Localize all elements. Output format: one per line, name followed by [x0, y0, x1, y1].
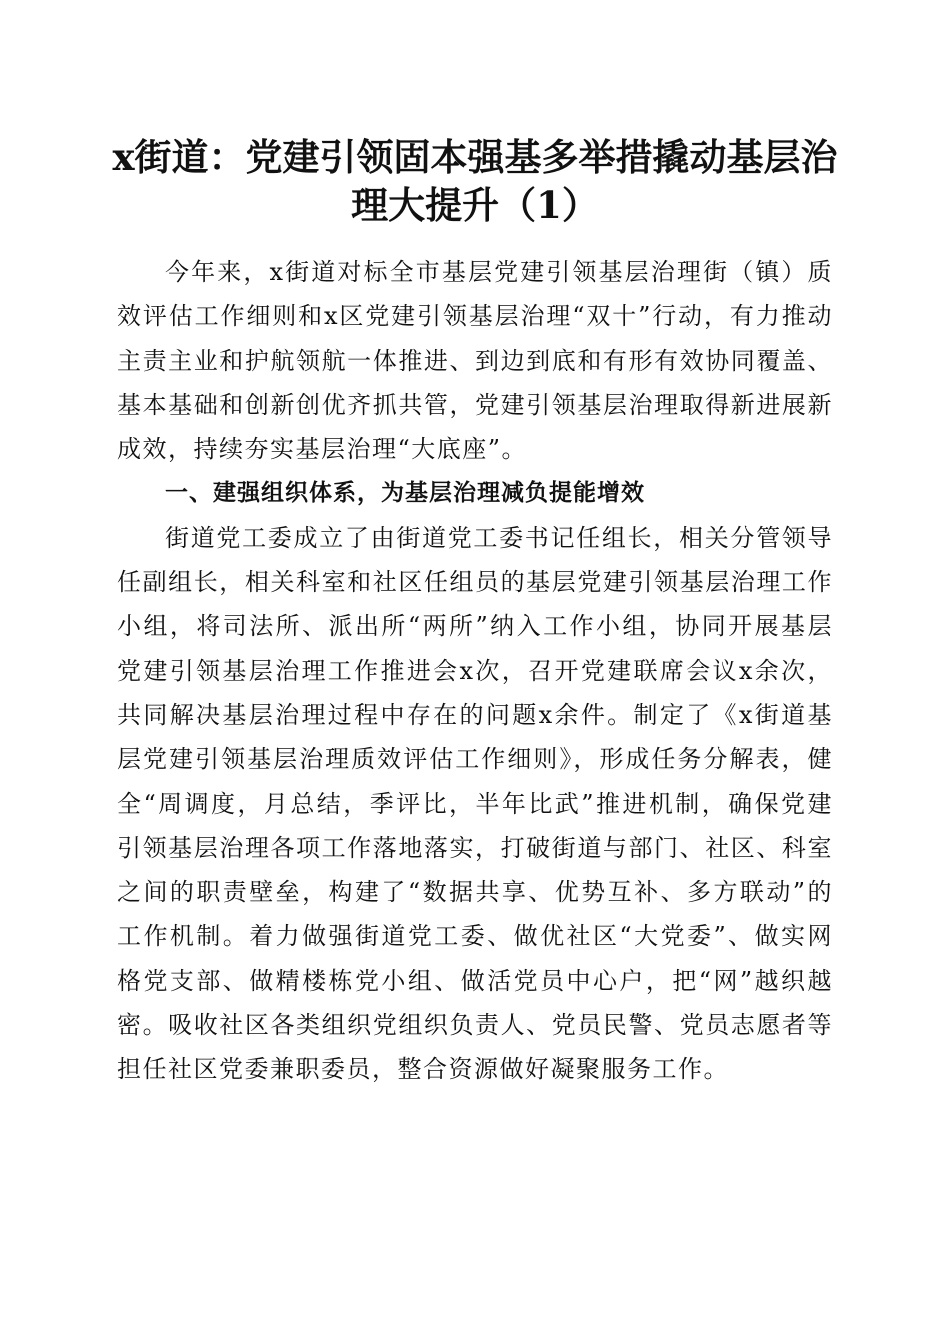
- intro-paragraph: 今年来，x街道对标全市基层党建引领基层治理街（镇）质效评估工作细则和x区党建引领基层治理“双十”行动，有力推动主责主业和护航领航一体推进、到边到底和有形有效协同覆盖、基本基础和创新创优齐抓共管，党建引领基层治理取得新进展新成效，持续夯实基层治理“大底座”。: [117, 258, 833, 464]
- section-paragraph: 街道党工委成立了由街道党工委书记任组长，相关分管领导任副组长，相关科室和社区任组员的基层党建引领基层治理工作小组，将司法所、派出所“两所”纳入工作小组，协同开展基层党建引领基层治理工作推进会x次，召开党建联席会议x余次，共同解决基层治理过程中存在的问题x余件。制定了《x街道基层党建引领基层治理质效评估工作细则》，形成任务分解表，健全“周调度，月总结，季评比，半年比武”推进机制，确保党建引领基层治理各项工作落地落实，打破街道与部门、社区、科室之间的职责壁垒，构建了“数据共享、优势互补、多方联动”的工作机制。着力做强街道党工委、做优社区“大党委”、做实网格党支部、做精楼栋党小组、做活党员中心户，把“网”越织越密。吸收社区各类组织党组织负责人、党员民警、党员志愿者等担任社区党委兼职委员，整合资源做好凝聚服务工作。: [117, 523, 833, 1084]
- document-title: [100, 133, 850, 229]
- title-line-2: 理大提升（1）: [351, 183, 599, 227]
- section-heading: 一、建强组织体系，为基层治理减负提能增效: [165, 480, 645, 507]
- document-body: [117, 250, 833, 1092]
- title-line-1: x街道：党建引领固本强基多举措撬动基层治: [112, 135, 838, 179]
